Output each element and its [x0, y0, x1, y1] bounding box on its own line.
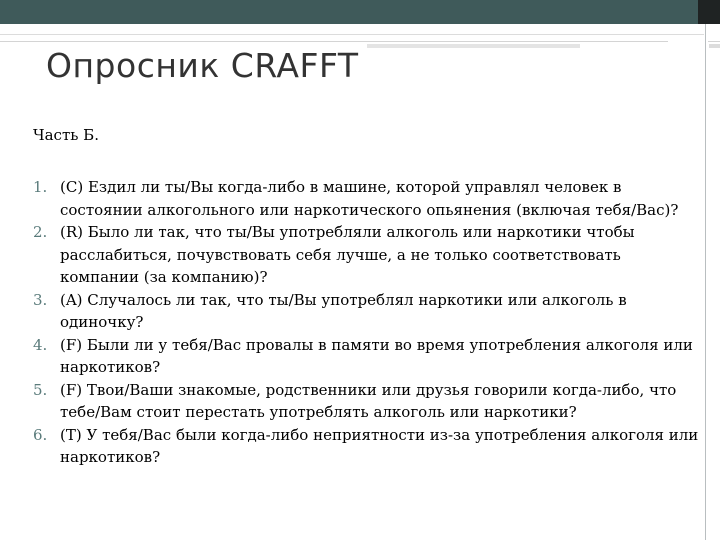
slide-title: Опросник CRAFFT: [46, 46, 359, 85]
item-number: 5.: [33, 380, 48, 399]
title-accent-bar: [367, 44, 580, 48]
item-text: (F) Были ли у тебя/Вас провалы в памяти во время употребления алкоголя или наркотиков?: [60, 335, 693, 376]
section-subtitle: Часть Б.: [33, 126, 99, 144]
right-vertical-rule: [705, 24, 706, 540]
item-number: 1.: [33, 178, 48, 196]
list-item: [33, 289, 703, 334]
item-text: (T) У тебя/Вас были когда-либо неприятности из-за употребления алкоголя или наркотиков?: [60, 425, 699, 466]
item-number: 6.: [33, 425, 48, 444]
questions-list: [33, 176, 703, 469]
item-text: (С) Ездил ли ты/Вы когда-либо в машине, которой управлял человек в состоянии алкогольного или наркотического опьянения (включая тебя/Вас)?: [60, 178, 679, 219]
corner-accent-block: [709, 44, 720, 48]
header-bar-corner: [698, 0, 720, 24]
item-text: (F) Твои/Ваши знакомые, родственники или друзья говорили когда-либо, что тебе/Вам стоит перестать употреблять алкоголь или наркотики?: [60, 380, 677, 421]
header-bar: [0, 0, 698, 24]
item-text: (A) Случалось ли так, что ты/Вы употреблял наркотики или алкоголь в одиночку?: [60, 290, 627, 331]
item-number: 2.: [33, 223, 48, 241]
item-number: 3.: [33, 290, 48, 309]
list-item: [33, 334, 703, 379]
header-rule-bottom: [0, 41, 668, 42]
header-rule-top: [0, 34, 704, 35]
item-number: 4.: [33, 335, 48, 354]
header-rule-corner: [708, 41, 720, 42]
list-item: [33, 424, 703, 469]
item-text: (R) Было ли так, что ты/Вы употребляли алкоголь или наркотики чтобы расслабиться, почувствовать себя лучше, а не только соответствовать компании (за компанию)?: [60, 223, 635, 286]
list-item: [33, 176, 703, 221]
list-item: [33, 221, 703, 289]
list-item: [33, 379, 703, 424]
